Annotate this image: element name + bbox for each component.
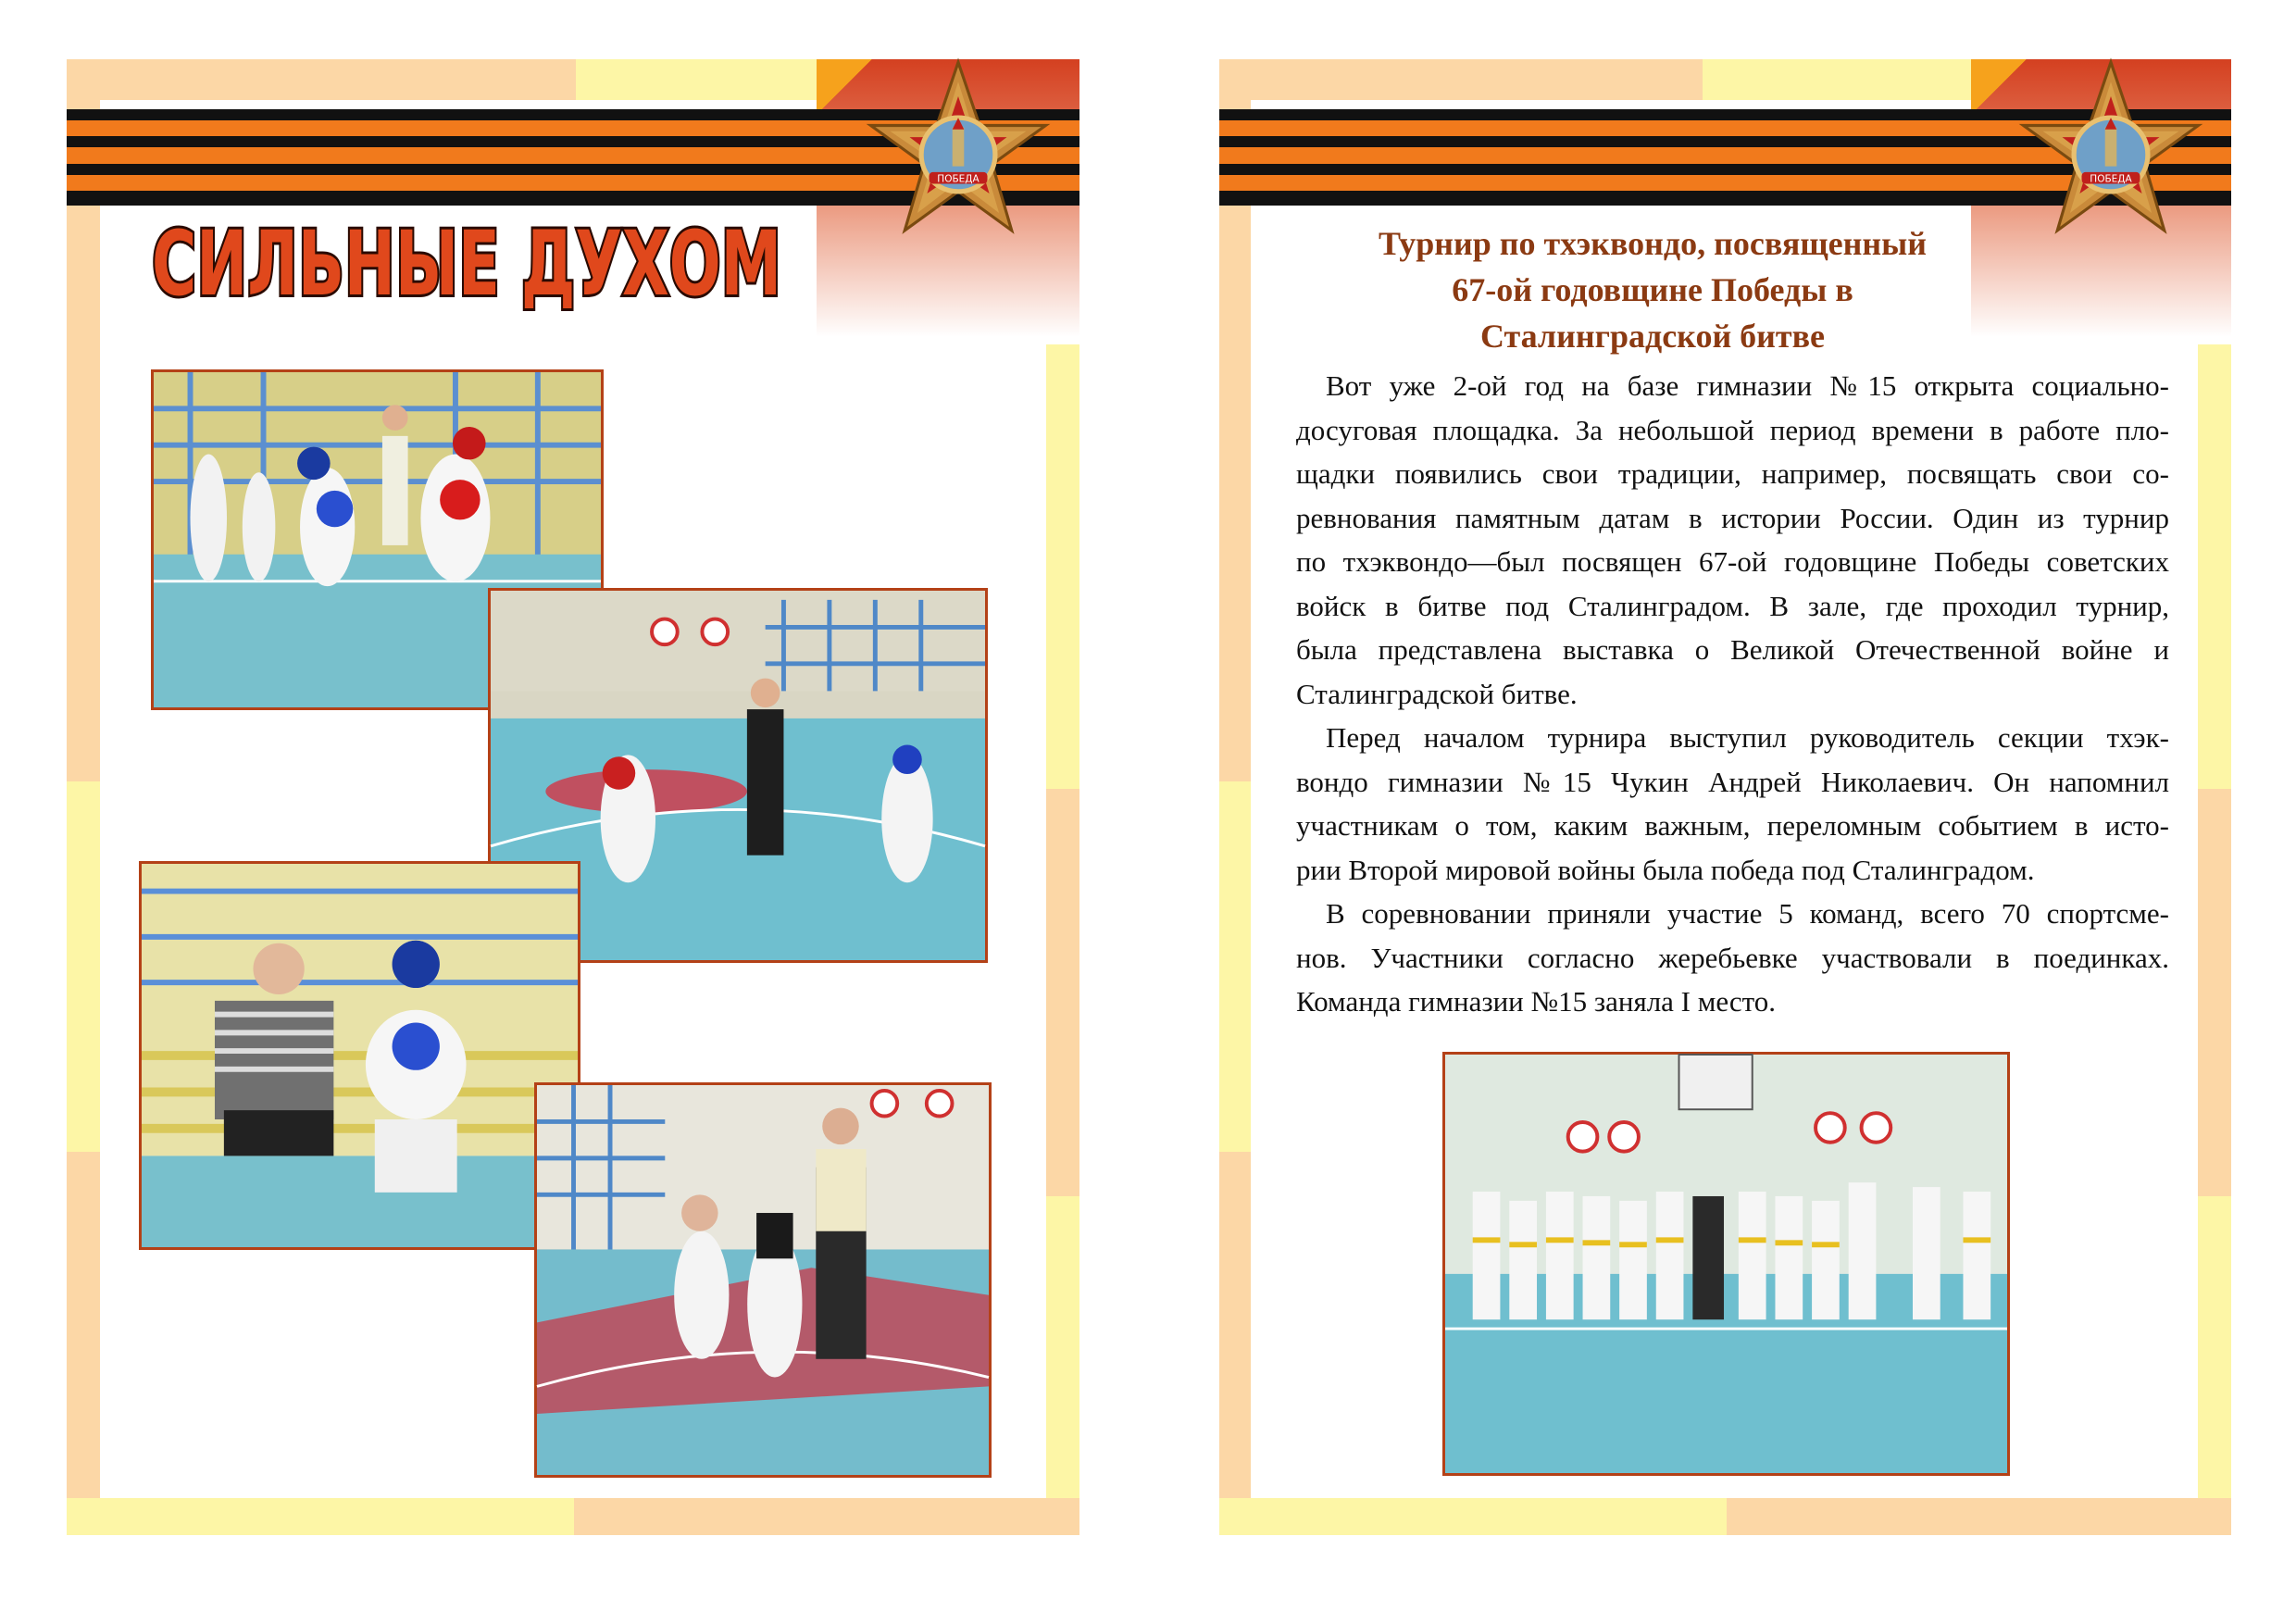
badge-text: ПОБЕДА: [937, 173, 980, 185]
article-body-line: войск в битве под Сталинградом. В зале, где проходил турнир,: [1296, 589, 2169, 622]
article-title-line: 67-ой годовщине Победы в: [1452, 271, 1853, 308]
article-body-line: ревнования памятным датам в истории России. Один из турнир: [1296, 501, 2169, 534]
frame-block: [1046, 1196, 1079, 1535]
headline-strong-in-spirit: [146, 212, 794, 316]
frame-block: [1703, 59, 1971, 100]
frame-block: [1219, 781, 1251, 1152]
article-body-line: досуговая площадка. За небольшой период времени в работе пло-: [1296, 413, 2169, 446]
frame-block: [2198, 1196, 2231, 1535]
article-title: [1292, 220, 2014, 359]
frame-block: [1046, 344, 1079, 789]
frame-block: [1219, 59, 1703, 100]
headline-text: СИЛЬНЫЕ ДУХОМ: [152, 212, 781, 316]
frame-block: [576, 59, 817, 100]
frame-block: [67, 1498, 574, 1535]
article-title-line: Турнир по тхэквондо, посвященный: [1378, 225, 1927, 262]
article-body: [1296, 364, 2169, 1024]
frame-block: [1219, 1152, 1251, 1535]
frame-block: [2198, 789, 2231, 1196]
frame-block: [574, 1498, 1079, 1535]
article-body-line: Команда гимназии №15 заняла I место.: [1296, 985, 1777, 1018]
frame-block: [67, 781, 100, 1152]
photo-lineup: [1442, 1052, 2010, 1476]
article-body-line: участникам о том, каким важным, переломным событием в исто-: [1296, 809, 2169, 842]
article-title-line: Сталинградской битве: [1479, 318, 1826, 355]
victory-order-star-icon: [861, 57, 1055, 252]
frame-block: [1219, 1498, 1727, 1535]
badge-text: ПОБЕДА: [2090, 173, 2132, 185]
article-body-line: Вот уже 2-ой год на базе гимназии №15 открыта социально-: [1326, 369, 2169, 402]
article-body-line: нов. Участники согласно жеребьевке участвовали в поединках.: [1296, 941, 2169, 974]
frame-block: [2198, 344, 2231, 789]
frame-block: [1046, 789, 1079, 1196]
article-body-line: щадки появились свои традиции, например, посвящать свои со-: [1296, 457, 2169, 490]
article-body-line: Перед началом турнира выступил руководитель секции тхэк-: [1326, 721, 2169, 754]
frame-block: [67, 59, 576, 100]
article-body-line: по тхэквондо—был посвящен 67-ой годовщине Победы советских: [1296, 545, 2169, 578]
article-body-line: В соревновании приняли участие 5 команд, всего 70 спортсме-: [1326, 897, 2169, 930]
frame-block: [1727, 1498, 2231, 1535]
article-body-line: была представлена выставка о Великой Отечественной войне и: [1296, 633, 2169, 666]
photo-coach-athlete: [139, 861, 580, 1250]
frame-block: [67, 1152, 100, 1535]
article-body-line: вондо гимназии №15 Чукин Андрей Николаевич. Он напомнил: [1296, 765, 2169, 798]
victory-order-star-icon: [2014, 57, 2208, 252]
article-body-line: Сталинградской битве.: [1296, 677, 1578, 710]
article-body-line: рии Второй мировой войны была победа под Сталинградом.: [1296, 853, 2035, 886]
photo-handshake: [534, 1082, 992, 1478]
